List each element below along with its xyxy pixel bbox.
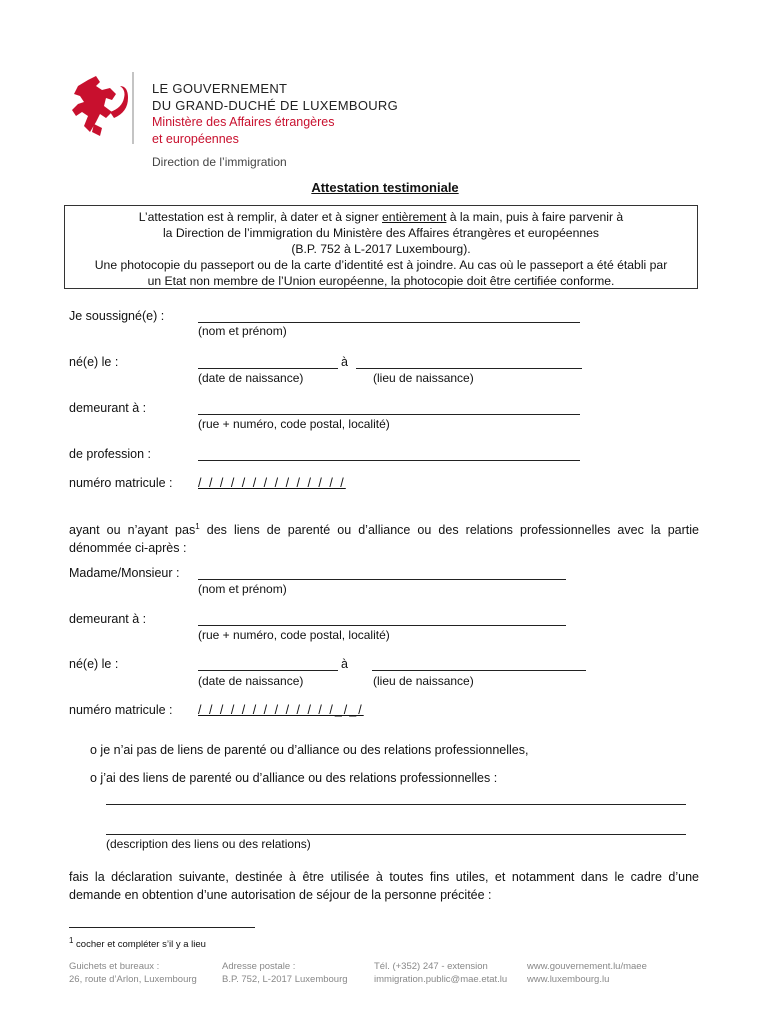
birth-label-2: né(e) le : [69,657,119,671]
footnote-divider [69,927,255,928]
instruction-line-2: la Direction de l’immigration du Ministère des Affaires étrangères et européennes [162,226,600,240]
instruction-line-4: Une photocopie du passeport ou de la carte d’identité est à joindre. Au cas où le passeport a été établi par [94,258,668,272]
relations-description-field-1[interactable] [106,792,686,805]
option-has-relations[interactable]: o j’ai des liens de parenté ou d’alliance ou des relations professionnelles : [90,771,498,785]
declarant-birthplace-field[interactable] [356,356,582,369]
footnote-number: 1 [69,936,74,945]
instr-underlined: entièrement [382,210,447,224]
red-lion-logo-icon [66,72,134,144]
instruction-line-3: (B.P. 752 à L-2017 Luxembourg). [291,242,471,256]
footer-website-link[interactable]: www.luxembourg.lu [527,974,610,985]
footer-text: 26, route d’Arlon, Luxembourg [69,974,197,985]
matricule-label: numéro matricule : [69,476,173,490]
beneficiary-matricule-field[interactable]: / / / / / / / / / / / / /_/_/ [198,703,364,717]
name-hint: (nom et prénom) [198,324,287,338]
document-title: Attestation testimoniale [311,180,459,195]
address-hint-2: (rue + numéro, code postal, localité) [198,628,390,642]
instruction-line-5: un Etat non membre de l’Union européenne, la photocopie doit être certifiée conforme. [147,274,615,288]
matricule-label-2: numéro matricule : [69,703,173,717]
beneficiary-birthplace-field[interactable] [372,658,586,671]
place-hint-2: (lieu de naissance) [373,674,474,688]
footnote [69,936,206,950]
footer-text: Tél. (+352) 247 - extension [374,961,488,972]
a-label: à [341,355,348,369]
name-hint-2: (nom et prénom) [198,582,287,596]
relation-text: ayant ou n’ayant pas [69,523,196,538]
instr-text: à la main, puis à faire parvenir à [446,210,624,224]
relation-rest: des liens de parenté ou d’alliance ou des relations professionnelles avec la partie dénommée ci-après : [69,523,699,556]
footer-postal [222,960,348,986]
address-label-2: demeurant à : [69,612,147,626]
description-hint: (description des liens ou des relations) [106,837,311,851]
instr-text: L’attestation est à remplir, à dater et à signer [138,210,383,224]
place-hint: (lieu de naissance) [373,371,474,385]
footer-text: Guichets et bureaux : [69,961,160,972]
relations-description-field-2[interactable] [106,822,686,835]
option-no-relations[interactable]: o je n’ai pas de liens de parenté ou d’alliance ou des relations professionnelles, [90,743,529,757]
declaration-paragraph: fais la déclaration suivante, destinée à être utilisée à toutes fins utiles, et notamment dans le cadre d’une demande en obtention d’une autorisation de séjour de la personne précitée : [69,870,699,902]
declarant-address-field[interactable] [198,402,580,415]
beneficiary-birthdate-field[interactable] [198,658,338,671]
footer-email-link[interactable]: immigration.public@mae.etat.lu [374,974,508,985]
gov-line-2: DU GRAND-DUCHÉ DE LUXEMBOURG [152,98,399,113]
declarant-birthdate-field[interactable] [198,356,338,369]
government-heading [152,80,398,148]
footer-websites [527,960,647,986]
declarant-matricule-field[interactable]: / / / / / / / / / / / / / / [198,476,346,490]
footer-offices [69,960,197,986]
footnote-ref: 1 [195,522,200,531]
a-label-2: à [341,657,348,671]
date-hint: (date de naissance) [198,371,304,385]
beneficiary-address-field[interactable] [198,613,566,626]
madame-label: Madame/Monsieur : [69,566,180,580]
footnote-text: cocher et compléter s’il y a lieu [73,939,206,951]
address-hint: (rue + numéro, code postal, localité) [198,417,390,431]
address-label: demeurant à : [69,401,147,415]
instructions-box [64,205,698,289]
relation-paragraph [69,518,699,557]
ministry-line-1: Ministère des Affaires étrangères [152,115,335,129]
date-hint-2: (date de naissance) [198,674,304,688]
beneficiary-name-field[interactable] [198,567,566,580]
declarant-name-field[interactable] [198,310,580,323]
footer-contact [374,960,507,986]
footer-website-link[interactable]: www.gouvernement.lu/maee [527,961,647,972]
instruction-line-1 [65,209,697,225]
profession-label: de profession : [69,447,151,461]
ministry-line-2: et européennes [152,132,239,146]
gov-line-1: LE GOUVERNEMENT [152,81,288,96]
direction-label: Direction de l’immigration [152,155,287,169]
footer-text: B.P. 752, L-2017 Luxembourg [222,974,348,985]
birth-label: né(e) le : [69,355,119,369]
soussigne-label: Je soussigné(e) : [69,309,165,323]
declarant-profession-field[interactable] [198,448,580,461]
footer-text: Adresse postale : [222,961,296,972]
